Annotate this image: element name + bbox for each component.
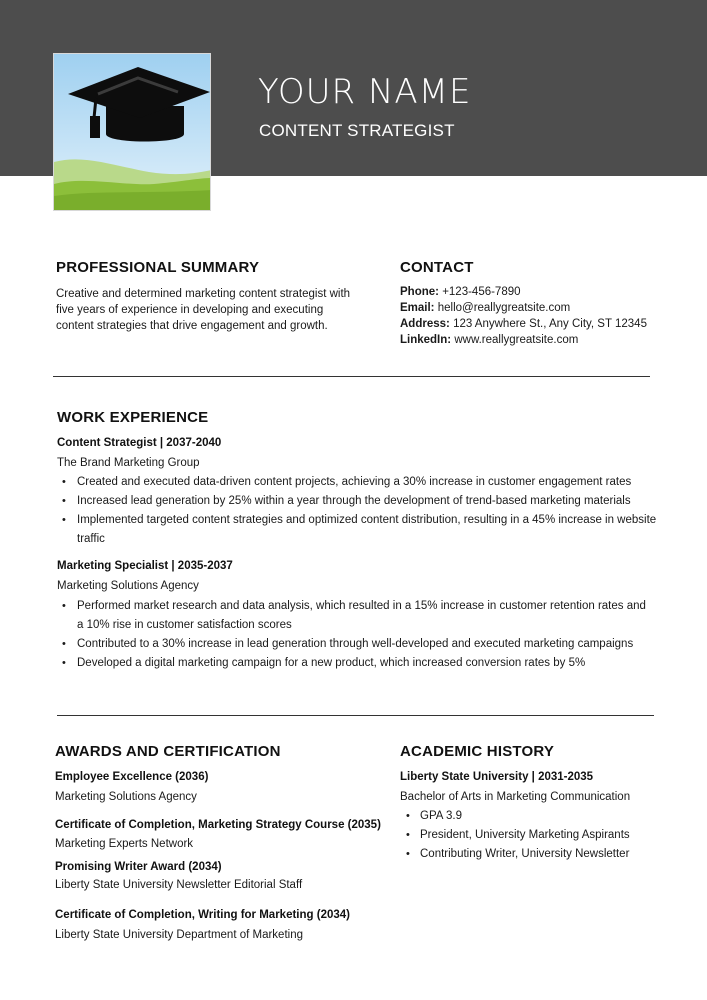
contact-address (400, 318, 647, 330)
profile-photo (53, 53, 211, 211)
section-divider (57, 715, 654, 716)
address-label: Address: (400, 318, 450, 330)
experience-heading: WORK EXPERIENCE (57, 409, 209, 426)
award-organization: Liberty State University Newsletter Editorial Staff (55, 879, 303, 891)
summary-text: Creative and determined marketing content strategist with five years of experience in developing and executing content strategies that drive engagement and growth. (56, 288, 351, 332)
list-item: • Developed a digital marketing campaign for a new product, which increased conversion rates by 5% (62, 654, 654, 673)
education-school: Liberty State University | 2031-2035 (400, 771, 594, 783)
address-value: 123 Anywhere St., Any City, ST 12345 (453, 318, 647, 330)
email-label: Email: (400, 302, 435, 314)
phone-label: Phone: (400, 286, 439, 298)
job-title: Marketing Specialist | 2035-2037 (57, 560, 233, 572)
email-value: hello@reallygreatsite.com (437, 302, 571, 314)
award-title: Employee Excellence (2036) (55, 771, 209, 783)
graduation-cap-icon (54, 54, 211, 211)
awards-heading: AWARDS AND CERTIFICATION (55, 743, 281, 760)
contact-linkedin (400, 334, 578, 346)
job-bullets (62, 473, 662, 549)
contact-heading: CONTACT (400, 259, 474, 276)
list-item: • GPA 3.9 (406, 807, 630, 826)
award-organization: Liberty State University Department of Marketing (55, 929, 303, 941)
education-bullets (406, 807, 630, 864)
section-divider (53, 376, 650, 377)
list-item: • Performed market research and data analysis, which resulted in a 15% increase in customer retention rates and a 10% rise in customer satisfaction scores (62, 597, 654, 635)
award-organization: Marketing Experts Network (55, 838, 194, 850)
list-item: • Created and executed data-driven content projects, achieving a 30% increase in customer engagement rates (62, 473, 662, 492)
list-item: • Contributing Writer, University Newsletter (406, 845, 630, 864)
award-title: Promising Writer Award (2034) (55, 861, 222, 873)
list-item: • Implemented targeted content strategies and optimized content distribution, resulting in a 45% increase in website traffic (62, 511, 662, 549)
job-bullets (62, 597, 654, 673)
phone-value: +123-456-7890 (442, 286, 521, 298)
candidate-name: YOUR NAME (258, 72, 472, 112)
job-title: Content Strategist | 2037-2040 (57, 437, 222, 449)
award-title: Certificate of Completion, Marketing Strategy Course (2035) (55, 819, 381, 831)
contact-email (400, 302, 570, 314)
education-degree: Bachelor of Arts in Marketing Communication (400, 791, 631, 803)
list-item: • Increased lead generation by 25% within a year through the development of trend-based marketing materials (62, 492, 662, 511)
job-organization: Marketing Solutions Agency (57, 580, 199, 592)
linkedin-value: www.reallygreatsite.com (454, 334, 579, 346)
list-item: • President, University Marketing Aspirants (406, 826, 630, 845)
award-organization: Marketing Solutions Agency (55, 791, 197, 803)
list-item: • Contributed to a 30% increase in lead generation through well-developed and executed marketing campaigns (62, 635, 654, 654)
award-title: Certificate of Completion, Writing for Marketing (2034) (55, 909, 350, 921)
candidate-role: CONTENT STRATEGIST (259, 121, 455, 140)
summary-heading: PROFESSIONAL SUMMARY (56, 259, 260, 276)
education-heading: ACADEMIC HISTORY (400, 743, 555, 760)
linkedin-label: LinkedIn: (400, 334, 452, 346)
job-organization: The Brand Marketing Group (57, 457, 200, 469)
contact-phone (400, 286, 521, 298)
